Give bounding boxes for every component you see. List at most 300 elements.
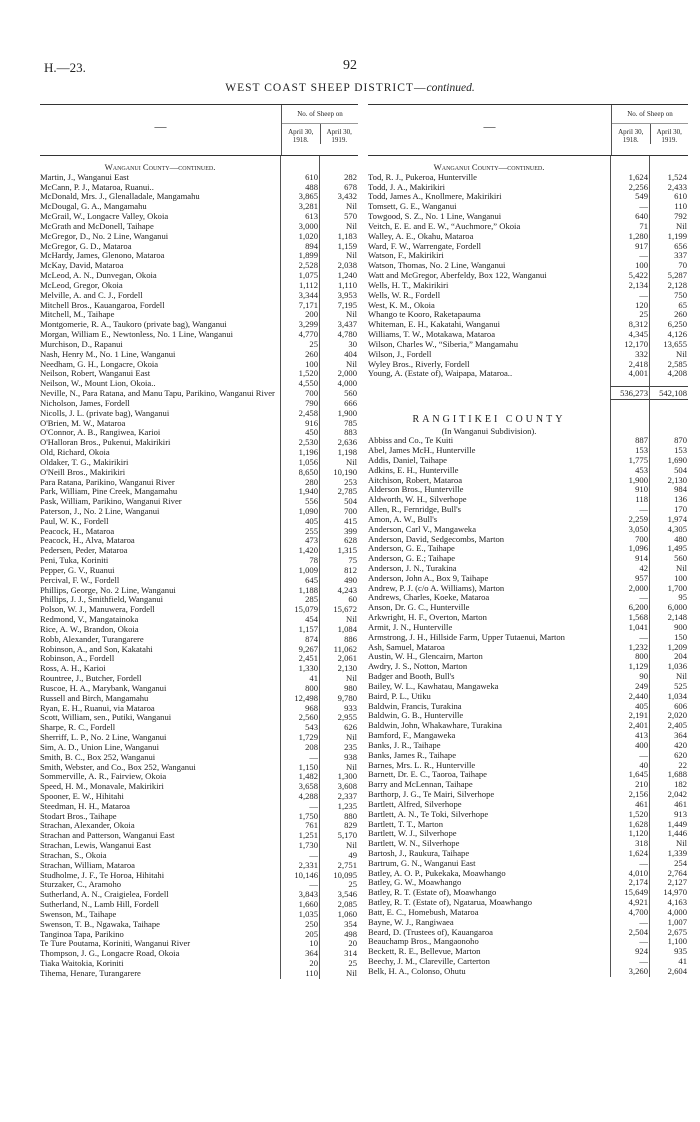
owner-name: Sutherland, N., Lamb Hill, Fordell	[40, 900, 159, 910]
count-1918: 1,020	[280, 232, 319, 242]
owner-name: McGrail, W., Longacre Valley, Okoia	[40, 212, 169, 222]
count-1918: 2,504	[610, 928, 649, 938]
count-1918: 1,628	[610, 820, 649, 830]
count-1918: 280	[280, 478, 319, 488]
owner-name: Strachan, William, Mataroa	[40, 860, 135, 870]
count-1919: 1,209	[649, 643, 688, 653]
owner-name: Russell and Birch, Mangamahu	[40, 693, 149, 703]
count-1918: —	[610, 751, 649, 761]
count-1918: 4,770	[280, 330, 319, 340]
owner-name: Wyley Bros., Riverly, Fordell	[368, 359, 470, 369]
count-1918: 318	[610, 839, 649, 849]
count-1918: 40	[610, 761, 649, 771]
count-1919: Nil	[319, 841, 358, 851]
count-1919: 2,148	[649, 613, 688, 623]
owner-name: Whiteman, E. H., Kakatahi, Wanganui	[368, 320, 501, 330]
count-1918: 4,288	[280, 792, 319, 802]
count-1918: —	[610, 918, 649, 928]
owner-name: Todd, J. A., Makirikiri	[368, 182, 445, 192]
count-1918: 3,281	[280, 202, 319, 212]
count-1918: 1,075	[280, 271, 319, 281]
owner-name: Baird, P. L., Utiku	[368, 691, 431, 701]
spacer	[368, 379, 688, 386]
count-1919: 1,300	[319, 772, 358, 782]
count-1919: 1,240	[319, 271, 358, 281]
spacer-rule	[649, 379, 688, 386]
count-1919: 6,250	[649, 320, 688, 330]
count-1918: —	[610, 202, 649, 212]
count-1918: 15,079	[280, 605, 319, 615]
count-1919: 525	[649, 682, 688, 692]
owner-name: Swenson, T. B., Ngawaka, Taihape	[40, 919, 160, 929]
count-1918: 1,520	[610, 810, 649, 820]
count-1918: —	[610, 251, 649, 261]
count-1919: 490	[319, 576, 358, 586]
owner-name: Thompson, J. G., Longacre Road, Okoia	[40, 949, 180, 959]
count-1918: 473	[280, 536, 319, 546]
count-1918: 2,256	[610, 183, 649, 193]
count-1918: 100	[280, 360, 319, 370]
owner-name: McLeod, A. N., Dunvegan, Okoia	[40, 271, 157, 281]
count-1919: 1,198	[319, 448, 358, 458]
header-1918: April 30, 1918.	[288, 128, 314, 144]
count-1918: 413	[610, 731, 649, 741]
count-1918: 3,344	[280, 291, 319, 301]
count-1919: 504	[649, 466, 688, 476]
owner-name: Robinson, A., Fordell	[40, 654, 115, 664]
spacer	[368, 400, 688, 407]
owner-name: Beechy, J. M., Clareville, Carterton	[368, 957, 490, 967]
count-1919: 282	[319, 173, 358, 183]
count-1919: 4,305	[649, 525, 688, 535]
count-1918: —	[610, 633, 649, 643]
count-1919: 95	[649, 593, 688, 603]
owner-name: Walley, A. E., Okahu, Mataroa	[368, 231, 474, 241]
count-1919: 75	[319, 556, 358, 566]
count-1918: 1,129	[610, 662, 649, 672]
count-1918: 2,134	[610, 281, 649, 291]
owner-name: Rice, A. W., Brandon, Okoia	[40, 624, 139, 634]
owner-name: Wilson, Charles W., “Siberia,” Mangamahu	[368, 339, 519, 349]
table-row	[40, 969, 358, 979]
count-1918: 461	[610, 800, 649, 810]
count-1919: 1,235	[319, 802, 358, 812]
count-1918: 610	[280, 173, 319, 183]
count-1919: 1,110	[319, 281, 358, 291]
owner-name: Pepper, G. V., Ruanui	[40, 565, 115, 575]
count-1919: 700	[319, 507, 358, 517]
owner-name: Paul, W. K., Fordell	[40, 516, 109, 526]
owner-name: McGregor, D., No. 2 Line, Wanganui	[40, 231, 169, 241]
count-1919: 880	[319, 812, 358, 822]
count-1919: 2,061	[319, 654, 358, 664]
count-1918: 917	[610, 242, 649, 252]
total-row	[368, 386, 688, 400]
count-1919: Nil	[319, 222, 358, 232]
owner-name: Bartosh, J., Raukura, Taihape	[368, 849, 470, 858]
count-1919: 2,433	[649, 183, 688, 193]
spacer-rule	[649, 156, 688, 163]
owner-name: Percival, F. W., Fordell	[40, 575, 120, 585]
count-1918: 1,482	[280, 772, 319, 782]
count-1919: 253	[319, 478, 358, 488]
count-1918: 4,010	[610, 869, 649, 879]
count-1918: 640	[610, 212, 649, 222]
total-label	[368, 386, 610, 400]
owner-name: Amon, A. W., Bull's	[368, 514, 438, 524]
count-1919: 182	[649, 780, 688, 790]
owner-name: Bartlett, W. J., Silverhope	[368, 829, 457, 839]
owner-name: Allen, R., Fernridge, Bull's	[368, 505, 461, 515]
header-1919: April 30, 1919.	[320, 124, 359, 144]
count-1918: 3,050	[610, 525, 649, 535]
spacer-rule	[649, 407, 688, 414]
owner-name: Old, Richard, Okoia	[40, 448, 110, 458]
name-column-header: —	[483, 119, 496, 133]
owner-name: Rountree, J., Butcher, Fordell	[40, 674, 142, 684]
count-1918: 2,440	[610, 692, 649, 702]
count-1918: 3,865	[280, 192, 319, 202]
owner-name: Bailey, W. L., Kawhatau, Mangaweka	[368, 681, 499, 691]
owner-name: Bartlett, Alfred, Silverhope	[368, 799, 462, 809]
count-1919: 938	[319, 753, 358, 763]
count-1919: 913	[649, 810, 688, 820]
count-1919: Nil	[319, 251, 358, 261]
owner-name: Sharpe, R. C., Fordell	[40, 723, 116, 733]
owner-name: Polson, W. J., Manuwera, Fordell	[40, 605, 155, 615]
owner-name: McDougal, G. A., Mangamahu	[40, 202, 147, 212]
spacer-rule	[649, 400, 688, 407]
owner-name: Ash, Samuel, Mataroa	[368, 642, 445, 652]
owner-name: Anderson, David, Sedgecombs, Marton	[368, 534, 505, 544]
count-1918: 249	[610, 682, 649, 692]
owner-name: Neilson, W., Mount Lion, Okoia..	[40, 379, 156, 389]
owner-name: Peni, Tuka, Koriniti	[40, 556, 109, 566]
count-1919: 1,034	[649, 692, 688, 702]
owner-name: Neville, N., Para Ratana, and Manu Tapu, Parikino, Wanganui River	[40, 389, 275, 399]
count-1918: 488	[280, 183, 319, 193]
count-1919: 610	[649, 192, 688, 202]
count-1919: 2,751	[319, 861, 358, 871]
count-1918: 1,090	[280, 507, 319, 517]
owner-name: Peacock, H., Alva, Mataroa	[40, 536, 135, 546]
count-1919: 2,604	[649, 967, 688, 977]
count-1919: Nil	[319, 360, 358, 370]
total-1919: 542,108	[649, 386, 688, 400]
owner-name: Veitch, E. E. and E. W., “Auchmore,” Okoia	[368, 221, 521, 231]
owner-name: Smith, B. C., Box 252, Wanganui	[40, 752, 156, 762]
owner-name: Belk, H. A., Colonso, Ohutu	[368, 966, 466, 976]
owner-name: Montgomerie, R. A., Taukoro (private bag), Wanganui	[40, 320, 227, 330]
owner-name: Sim, A. D., Union Line, Wanganui	[40, 742, 159, 752]
count-1919: 504	[319, 497, 358, 507]
count-1918: 1,520	[280, 369, 319, 379]
owner-name: Tihema, Henare, Turangarere	[40, 968, 141, 978]
count-1919: 5,287	[649, 271, 688, 281]
count-1918: 894	[280, 242, 319, 252]
count-1918: 5,422	[610, 271, 649, 281]
count-1918: 2,560	[280, 713, 319, 723]
owner-name: Smith, Webster, and Co., Box 252, Wanganui	[40, 762, 196, 772]
owner-name: Abel, James McH., Hunterville	[368, 446, 476, 456]
owner-name: Nash, Henry M., No. 1 Line, Wanganui	[40, 349, 176, 359]
count-1919: 461	[649, 800, 688, 810]
count-1919: Nil	[649, 350, 688, 360]
owner-name: Alderson Bros., Hunterville	[368, 485, 464, 495]
count-1918: 1,112	[280, 281, 319, 291]
owner-name: Paterson, J., No. 2 Line, Wanganui	[40, 506, 160, 516]
count-1918: 1,750	[280, 812, 319, 822]
owner-name: Peacock, H., Mataroa	[40, 526, 115, 536]
owner-name: Pask, William, Parikino, Wanganui River	[40, 497, 182, 507]
owner-name: McCann, P. J., Mataroa, Ruanui..	[40, 182, 154, 192]
count-1919: 2,020	[649, 711, 688, 721]
count-1918: 210	[610, 780, 649, 790]
owner-name: Mitchell, M., Taihape	[40, 310, 115, 320]
count-1918: 8,650	[280, 468, 319, 478]
count-1918: 1,188	[280, 586, 319, 596]
count-1918: 1,157	[280, 625, 319, 635]
count-1919: 2,128	[649, 281, 688, 291]
owner-name: Watson, F., Makirikiri	[368, 251, 444, 261]
title-suffix: continued.	[426, 82, 475, 94]
owner-name: Armstrong, J. H., Hillside Farm, Upper Tutaenui, Marton	[368, 632, 565, 642]
owner-name: O'Brien, M. W., Mataroa	[40, 418, 126, 428]
count-1918: 118	[610, 495, 649, 505]
owner-name: Tiaka Waitokia, Koriniti	[40, 959, 124, 969]
owner-name: Barthorp, J. G., Te Mairi, Silverhope	[368, 790, 495, 800]
owner-name: Arkwright, H. F., Overton, Marton	[368, 613, 487, 623]
count-1919: Nil	[319, 310, 358, 320]
count-1918: 3,299	[280, 320, 319, 330]
count-1919: 364	[649, 731, 688, 741]
owner-name: Swenson, M., Taihape	[40, 909, 117, 919]
count-1918: 20	[280, 959, 319, 969]
owner-name: Robinson, A., and Son, Kakatahi	[40, 644, 153, 654]
count-1919: 560	[319, 389, 358, 399]
spacer-rule	[280, 156, 319, 163]
owner-name: Sherriff, L. P., No. 2 Line, Wanganui	[40, 733, 167, 743]
owner-name: Bartrum, G. N., Wanganui East	[368, 858, 476, 868]
count-1918: 405	[610, 702, 649, 712]
owner-name: Barnett, Dr. E. C., Taoroa, Taihape	[368, 770, 487, 780]
header-1918: April 30, 1918.	[618, 128, 644, 144]
count-1918: 12,498	[280, 694, 319, 704]
owner-name: Todd, James A., Knollmere, Makirikiri	[368, 192, 502, 202]
spacer-rule	[610, 407, 649, 414]
count-1918: 41	[280, 674, 319, 684]
owner-name: Strachan, S., Okoia	[40, 850, 107, 860]
count-1918: 2,451	[280, 654, 319, 664]
owner-name: Addis, Daniel, Taihape	[368, 455, 447, 465]
count-1918: —	[610, 859, 649, 869]
owner-name: Anderson, John A., Box 9, Taihape	[368, 573, 489, 583]
count-1918: 10,146	[280, 871, 319, 881]
owner-name: Bartlett, W. N., Silverhope	[368, 839, 460, 849]
count-1919: 678	[319, 183, 358, 193]
owner-name: West, K. M., Okoia	[368, 300, 435, 310]
count-1919: 4,163	[649, 898, 688, 908]
count-1919: 1,199	[649, 232, 688, 242]
count-1918: 2,331	[280, 861, 319, 871]
count-1919: 1,084	[319, 625, 358, 635]
owner-name: Baldwin, Francis, Turakina	[368, 701, 462, 711]
owner-name: Beckett, R. E., Bellevue, Marton	[368, 947, 481, 957]
owner-name: McKay, David, Mataroa	[40, 261, 124, 271]
left-table	[40, 104, 358, 979]
section-heading-text: (In Wanganui Subdivision).	[441, 426, 537, 437]
count-1918: 208	[280, 743, 319, 753]
owner-name: Nicholson, James, Fordell	[40, 398, 130, 408]
count-1918: 1,775	[610, 456, 649, 466]
count-1918: 968	[280, 704, 319, 714]
count-1918: 916	[280, 419, 319, 429]
count-1919: 65	[649, 301, 688, 311]
owner-name: Bartlett, A. N., Te Toki, Silverhope	[368, 809, 489, 819]
owner-name: Batley, A. O. P., Pukekaka, Moawhango	[368, 868, 506, 878]
owner-name: Barry and McLennan, Taihape	[368, 780, 473, 790]
sheep-count-header	[611, 105, 688, 155]
owner-name: Sutherland, A. N., Craigielea, Fordell	[40, 890, 169, 900]
owner-name: Wilson, J., Fordell	[368, 349, 432, 359]
count-1919: 100	[649, 574, 688, 584]
owner-name: Baldwin, John, Whakawhare, Turakina	[368, 721, 502, 731]
count-1918: 332	[610, 350, 649, 360]
count-1919: 314	[319, 949, 358, 959]
count-1919: Nil	[319, 458, 358, 468]
owner-name: Melville, A. and C. J., Fordell	[40, 290, 143, 300]
count-1919: 25	[319, 880, 358, 890]
count-1918: 3,260	[610, 967, 649, 977]
owner-name: Ross, A. H., Karioi	[40, 664, 106, 674]
owner-name: Wells, W. R., Fordell	[368, 290, 441, 300]
count-1918: —	[280, 802, 319, 812]
owner-name: Martin, J., Wanganui East	[40, 172, 129, 182]
count-1919: 7,195	[319, 301, 358, 311]
owner-name: Oldaker, T. G., Makirikiri	[40, 457, 129, 467]
count-1918: 2,174	[610, 878, 649, 888]
owner-name: Towgood, S. Z., No. 1 Line, Wanganui	[368, 212, 502, 222]
owner-name: Ward, F. W., Warrengate, Fordell	[368, 241, 482, 251]
count-1918: 887	[610, 436, 649, 446]
count-1919: 10,190	[319, 468, 358, 478]
left-table-body	[40, 156, 358, 979]
owner-name: Spooner, E. W., Hihitahi	[40, 792, 124, 801]
owner-name: O'Neill Bros., Makirikiri	[40, 467, 126, 477]
owner-name: Tanginoa Tapa, Parikino	[40, 929, 124, 939]
owner-name: Anderson, Carl V., Mangaweka	[368, 524, 477, 534]
count-1918: 1,056	[280, 458, 319, 468]
count-1919: 750	[649, 291, 688, 301]
count-1918: 1,120	[610, 829, 649, 839]
count-1918: 800	[280, 684, 319, 694]
count-1918: 78	[280, 556, 319, 566]
count-1919: 984	[649, 485, 688, 495]
count-1919: 666	[319, 399, 358, 409]
count-1918: 120	[610, 301, 649, 311]
count-1919: 11,062	[319, 645, 358, 655]
count-1918: 25	[610, 310, 649, 320]
count-1919: Nil	[319, 969, 358, 979]
count-1918: 4,550	[280, 379, 319, 389]
count-1919: 4,000	[319, 379, 358, 389]
count-1919: 3,546	[319, 890, 358, 900]
count-1919: 10,095	[319, 871, 358, 881]
count-1918: 1,096	[610, 544, 649, 554]
page-title	[0, 82, 700, 94]
count-1918: 556	[280, 497, 319, 507]
owner-name: Batley, R. T. (Estate of), Ngatarua, Moawhango	[368, 898, 533, 908]
count-1918: 1,624	[610, 849, 649, 859]
count-1918: 1,729	[280, 733, 319, 743]
count-1919: 1,060	[319, 910, 358, 920]
count-1918: 6,200	[610, 603, 649, 613]
owner-name: Studholme, J. F., Te Horoa, Hihitahi	[40, 870, 165, 880]
count-1918: 2,401	[610, 721, 649, 731]
spacer-rule	[610, 400, 649, 407]
count-1919: 1,007	[649, 918, 688, 928]
count-1919: 4,208	[649, 369, 688, 379]
count-1918: 1,624	[610, 173, 649, 183]
owner-name: Sommerville, A. R., Fairview, Okoia	[40, 772, 167, 782]
count-1918: —	[610, 593, 649, 603]
count-1919: 1,159	[319, 242, 358, 252]
count-1918: 1,940	[280, 487, 319, 497]
owner-name: Anderson, J. N., Turakina	[368, 563, 457, 573]
owner-name: Phillips, J. J., Smithfield, Wanganui	[40, 595, 164, 605]
count-1919: 20	[319, 939, 358, 949]
right-table	[368, 104, 688, 977]
spacer-left	[368, 407, 610, 414]
count-1918: 910	[610, 485, 649, 495]
empty-cell	[649, 414, 688, 426]
count-1918: 1,251	[280, 831, 319, 841]
count-1919: 1,339	[649, 849, 688, 859]
count-1919: 1,700	[649, 584, 688, 594]
spacer-rule	[319, 156, 358, 163]
count-1919: 3,432	[319, 192, 358, 202]
spacer-rule	[610, 156, 649, 163]
count-1919: 2,785	[319, 487, 358, 497]
count-1919: 49	[319, 851, 358, 861]
count-1918: 10	[280, 939, 319, 949]
owner-name: Ruscoe, H. A., Marybank, Wanganui	[40, 683, 167, 693]
count-1919: 170	[649, 505, 688, 515]
owner-name: Williams, T. W., Motakawa, Mataroa	[368, 330, 496, 340]
owner-name: McGrath and McDonell, Taihape	[40, 221, 154, 231]
count-1919: Nil	[319, 763, 358, 773]
count-1919: Nil	[319, 674, 358, 684]
count-1919: 829	[319, 821, 358, 831]
table-row	[368, 369, 688, 379]
count-1919: 399	[319, 527, 358, 537]
owner-name: Badger and Booth, Bull's	[368, 672, 455, 682]
count-1918: 1,041	[610, 623, 649, 633]
owner-name: Phillips, George, No. 2 Line, Wanganui	[40, 585, 176, 595]
owner-name: Batley, G. W., Moawhango	[368, 878, 462, 888]
count-1918: 2,530	[280, 438, 319, 448]
count-1918: 924	[610, 947, 649, 957]
count-1919: 420	[649, 741, 688, 751]
count-1918: 613	[280, 212, 319, 222]
count-1918: 800	[610, 652, 649, 662]
count-1919: 22	[649, 761, 688, 771]
count-1919: 153	[649, 446, 688, 456]
count-1918: 3,658	[280, 782, 319, 792]
count-1919: 2,636	[319, 438, 358, 448]
count-1918: —	[280, 851, 319, 861]
count-1919: 1,036	[649, 662, 688, 672]
